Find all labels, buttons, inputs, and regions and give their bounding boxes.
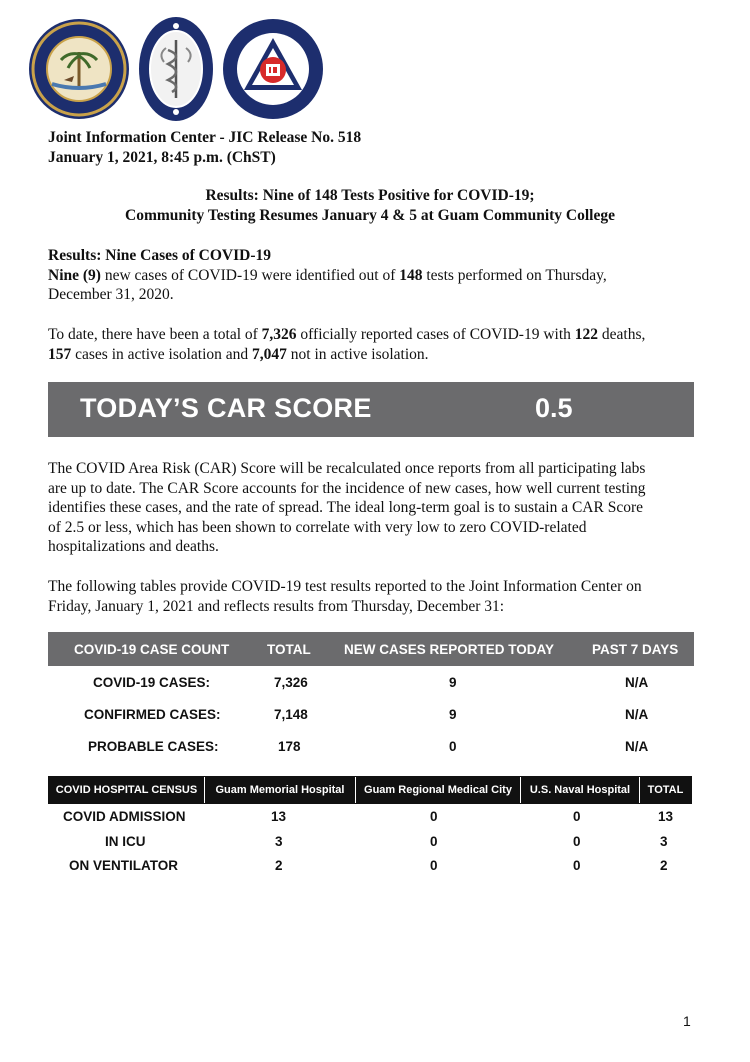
headline-line-2: Community Testing Resumes January 4 & 5 at Guam Community College [125,207,615,224]
table-row [48,707,694,729]
headline-line-1: Results: Nine of 148 Tests Positive for COVID-19; [205,187,535,204]
text-span: To date, there have been a total of [48,326,262,343]
case-row-new: 9 [449,707,457,722]
tables-intro-line: The following tables provide COVID-19 test results reported to the Joint Information Center on [48,578,642,595]
totals-line-1 [48,325,698,345]
results-paragraph-1 [48,266,698,286]
deaths-count: 122 [574,326,599,343]
text-span: new cases of COVID-19 were identified out of [100,266,400,284]
tables-intro [48,577,698,616]
case-row-total: 7,326 [274,675,308,690]
case-row-new: 0 [449,739,457,754]
tables-intro-line: Friday, January 1, 2021 and reflects results from Thursday, December 31: [48,597,505,615]
table-row [48,675,694,697]
car-explanation-line: hospitalizations and deaths. [48,538,219,555]
results-heading: Results: Nine Cases of COVID-19 [48,247,272,264]
case-table-header [48,632,694,666]
car-score-banner [48,382,694,437]
text-span: officially reported cases of COVID-19 with [296,326,575,343]
text-span: not in active isolation. [286,345,429,363]
headline [48,186,692,226]
new-cases-count: Nine (9) [48,266,101,284]
case-row-label: PROBABLE CASES: [88,739,219,754]
table-row [48,809,694,829]
table-row [48,739,694,761]
hospital-header-total: TOTAL [647,784,684,796]
release-header [48,128,361,168]
text-span: deaths, [598,326,646,343]
hospital-row-gmh: 2 [275,858,283,873]
car-score-value: 0.5 [535,393,573,423]
hospital-row-gmh: 3 [275,834,283,849]
hospital-header-grmc: Guam Regional Medical City [364,784,512,796]
totals-line-2 [48,345,698,365]
case-row-past7: N/A [625,707,649,722]
case-header-new: NEW CASES REPORTED TODAY [344,642,555,657]
table-row [48,834,694,854]
hospital-row-label: IN ICU [105,834,146,849]
car-score-label: TODAY’S CAR SCORE [80,393,372,423]
results-section [48,246,698,305]
hospital-row-label: COVID ADMISSION [63,809,186,824]
hospital-header-census: COVID HOSPITAL CENSUS [55,784,198,796]
page-number: 1 [683,1013,691,1029]
hospital-row-gmh: 13 [271,809,287,824]
case-row-label: CONFIRMED CASES: [84,707,221,722]
active-isolation-count: 157 [48,345,72,363]
hospital-row-naval: 0 [573,858,581,873]
hospital-row-naval: 0 [573,834,581,849]
car-explanation-line: The COVID Area Risk (CAR) Score will be recalculated once reports from all participating labs [48,460,646,477]
totals-paragraph [48,325,698,364]
total-cases-count: 7,326 [261,326,297,343]
text-span: tests performed on Thursday, [422,266,607,284]
car-explanation [48,459,698,557]
case-row-label: COVID-19 CASES: [93,675,211,690]
car-explanation-line: identifies these cases, and the rate of spread. The ideal long-term goal is to sustain a CAR Score [48,499,644,516]
hospital-row-grmc: 0 [430,834,438,849]
homeland-security-civil-defense-seal-icon [222,18,324,120]
case-header-label: COVID-19 CASE COUNT [74,642,230,657]
hospital-row-label: ON VENTILATOR [69,858,179,873]
case-header-total: TOTAL [267,642,311,657]
hospital-row-naval: 0 [573,809,581,824]
release-datetime: January 1, 2021, 8:45 p.m. (ChST) [48,149,276,166]
public-health-social-services-seal-icon [138,16,214,122]
hospital-row-grmc: 0 [430,858,438,873]
not-active-isolation-count: 7,047 [252,345,287,363]
car-explanation-line: of 2.5 or less, which has been shown to correlate with very low to zero COVID-related [48,518,587,536]
hospital-row-total: 2 [660,858,668,873]
release-number: Joint Information Center - JIC Release No. 518 [48,129,362,146]
hospital-header-gmh: Guam Memorial Hospital [215,784,345,796]
car-explanation-line: are up to date. The CAR Score accounts for the incidence of new cases, how well current testing [48,479,646,497]
case-row-past7: N/A [625,675,649,690]
hospital-table-header [48,776,692,804]
table-row [48,858,694,878]
case-row-total: 178 [278,739,301,754]
hospital-header-naval: U.S. Naval Hospital [529,784,631,796]
hospital-row-total: 3 [660,834,668,849]
text-span: cases in active isolation and [71,345,253,363]
tests-performed-count: 148 [399,266,423,284]
hospital-row-total: 13 [658,809,674,824]
case-row-total: 7,148 [274,707,308,722]
case-row-past7: N/A [625,739,649,754]
results-paragraph-1-date: December 31, 2020. [48,286,174,303]
hospital-row-grmc: 0 [430,809,438,824]
case-row-new: 9 [449,675,457,690]
case-header-past7: PAST 7 DAYS [592,642,679,657]
governor-seal-icon [28,18,130,120]
